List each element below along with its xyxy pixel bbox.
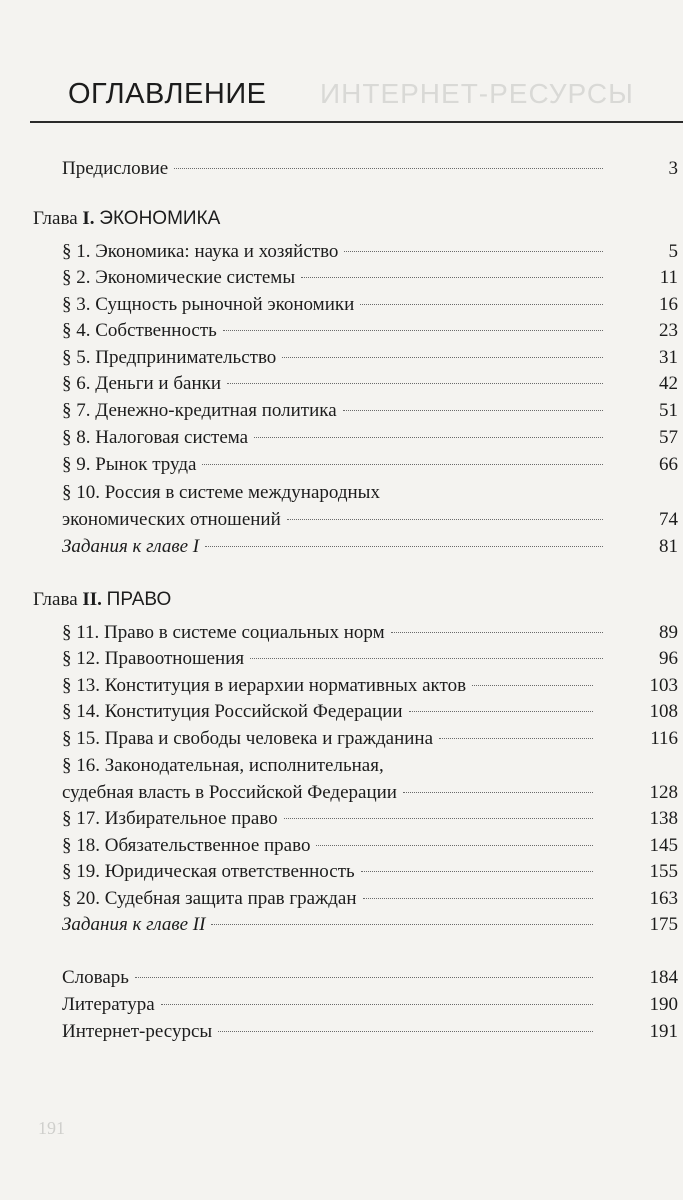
chapter-number: II. [82, 589, 102, 610]
toc-entry-preface[interactable] [0, 156, 683, 182]
toc-entry[interactable] [0, 239, 683, 265]
toc-entry[interactable] [0, 620, 683, 646]
toc-entry-label: § 8. Налоговая система [62, 427, 249, 448]
toc-entry-page: 3 [668, 158, 678, 179]
leader-dots [316, 845, 593, 846]
leader-dots [254, 437, 603, 438]
toc-entry-label: § 12. Правоотношения [62, 648, 245, 669]
toc-entry[interactable] [0, 398, 683, 424]
toc-entry[interactable] [0, 318, 683, 344]
toc-entry[interactable] [0, 833, 683, 859]
toc-entry-label: Задания к главе II [62, 914, 206, 935]
leader-dots [301, 277, 603, 278]
toc-entry-page: 190 [649, 994, 678, 1015]
leader-dots [227, 383, 603, 384]
toc-entry-label: § 6. Деньги и банки [62, 373, 222, 394]
leader-dots [287, 519, 603, 520]
leader-dots [344, 251, 603, 252]
toc-entry-label: § 4. Собственность [62, 320, 217, 341]
toc-entry-page: 116 [650, 728, 678, 749]
leader-dots [211, 924, 593, 925]
toc-entry-page: 16 [659, 294, 678, 315]
toc-entry-label: § 5. Предпринимательство [62, 347, 277, 368]
chapter-number: I. [82, 208, 95, 229]
bleed-through-page-number: 191 [38, 1118, 65, 1138]
toc-entry-page: 108 [649, 701, 678, 722]
page-title: ОГЛАВЛЕНИЕ [68, 78, 267, 110]
toc-entry-label: § 7. Денежно-кредитная политика [62, 400, 337, 421]
leader-dots [439, 738, 593, 739]
toc-entry-page: 89 [659, 622, 678, 643]
toc-entry-label: § 11. Право в системе социальных норм [62, 622, 385, 643]
toc-entry-page: 175 [649, 914, 678, 935]
toc-entry-page: 57 [659, 427, 678, 448]
toc-entry[interactable] [0, 345, 683, 371]
leader-dots [135, 977, 593, 978]
chapter-1-heading[interactable] [0, 206, 683, 232]
toc-entry-label: судебная власть в Российской Федерации [62, 782, 397, 803]
toc-entry[interactable] [0, 859, 683, 885]
toc-entry-literature[interactable] [0, 992, 683, 1018]
toc-entry-page: 81 [659, 536, 678, 557]
bleed-through-title: ИНТЕРНЕТ-РЕСУРСЫ [320, 78, 634, 109]
toc-entry-label-line1: § 16. Законодательная, исполнительная, [62, 755, 384, 776]
toc-entry-label: § 9. Рынок труда [62, 454, 197, 475]
chapter-name: ПРАВО [106, 589, 172, 610]
leader-dots [409, 711, 593, 712]
toc-entry-page: 145 [649, 835, 678, 856]
chapter-name: ЭКОНОМИКА [99, 208, 221, 229]
toc-entry-label: § 19. Юридическая ответственность [62, 861, 355, 882]
toc-entry[interactable] [0, 452, 683, 478]
leader-dots [282, 357, 603, 358]
leader-dots [391, 632, 603, 633]
leader-dots [403, 792, 593, 793]
leader-dots [202, 464, 603, 465]
toc-entry-page: 66 [659, 454, 678, 475]
toc-entry[interactable] [0, 806, 683, 832]
toc-entry-label: § 2. Экономические системы [62, 267, 296, 288]
toc-entry-label: Предисловие [62, 158, 169, 179]
title-rule [30, 121, 683, 123]
toc-entry-page: 42 [659, 373, 678, 394]
leader-dots [174, 168, 603, 169]
toc-entry-page: 11 [659, 267, 678, 288]
toc-entry[interactable] [0, 292, 683, 318]
leader-dots [161, 1004, 593, 1005]
toc-entry-label: Задания к главе I [62, 536, 200, 557]
toc-entry-page: 5 [668, 241, 678, 262]
toc-entry-page: 163 [649, 888, 678, 909]
toc-entry-internet-resources[interactable] [0, 1019, 683, 1045]
leader-dots [361, 871, 593, 872]
toc-entry-label: § 3. Сущность рыночной экономики [62, 294, 355, 315]
toc-entry[interactable] [0, 507, 683, 533]
toc-entry[interactable] [0, 726, 683, 752]
toc-entry-page: 74 [659, 509, 678, 530]
toc-entry[interactable] [0, 886, 683, 912]
chapter-prefix: Глава [33, 208, 78, 229]
toc-entry-tasks[interactable] [0, 534, 683, 560]
toc-entry-glossary[interactable] [0, 965, 683, 991]
toc-entry-page: 96 [659, 648, 678, 669]
toc-entry[interactable] [0, 265, 683, 291]
toc-entry[interactable] [0, 425, 683, 451]
leader-dots [360, 304, 603, 305]
toc-entry-page: 155 [649, 861, 678, 882]
toc-entry-label: § 13. Конституция в иерархии нормативных актов [62, 675, 467, 696]
toc-entry[interactable] [0, 371, 683, 397]
leader-dots [250, 658, 603, 659]
toc-entry[interactable] [0, 780, 683, 806]
chapter-prefix: Глава [33, 589, 78, 610]
toc-entry-label-line1: § 10. Россия в системе международных [62, 482, 380, 503]
leader-dots [205, 546, 603, 547]
toc-entry-label: экономических отношений [62, 509, 281, 530]
toc-entry-page: 184 [649, 967, 678, 988]
leader-dots [223, 330, 603, 331]
toc-entry-page: 23 [659, 320, 678, 341]
toc-entry[interactable] [0, 699, 683, 725]
leader-dots [472, 685, 593, 686]
toc-entry-label: Литература [62, 994, 155, 1015]
toc-entry-label: § 14. Конституция Российской Федерации [62, 701, 403, 722]
toc-entry-page: 191 [649, 1021, 678, 1042]
toc-entry-label: Интернет-ресурсы [62, 1021, 213, 1042]
toc-entry-page: 31 [659, 347, 678, 368]
leader-dots [363, 898, 593, 899]
toc-entry-label: § 18. Обязательственное право [62, 835, 311, 856]
leader-dots [343, 410, 603, 411]
toc-entry[interactable] [0, 673, 683, 699]
leader-dots [218, 1031, 593, 1032]
toc-entry-label: § 1. Экономика: наука и хозяйство [62, 241, 339, 262]
toc-entry-label: § 20. Судебная защита прав граждан [62, 888, 357, 909]
toc-entry-page: 103 [649, 675, 678, 696]
toc-entry[interactable] [0, 646, 683, 672]
toc-entry-label: Словарь [62, 967, 129, 988]
toc-entry-tasks[interactable] [0, 912, 683, 938]
chapter-2-heading[interactable] [0, 587, 683, 613]
toc-entry-label: § 15. Права и свободы человека и гражданина [62, 728, 434, 749]
leader-dots [284, 818, 593, 819]
toc-entry-page: 128 [649, 782, 678, 803]
toc-entry-page: 51 [659, 400, 678, 421]
toc-entry-page: 138 [649, 808, 678, 829]
toc-entry-label: § 17. Избирательное право [62, 808, 278, 829]
